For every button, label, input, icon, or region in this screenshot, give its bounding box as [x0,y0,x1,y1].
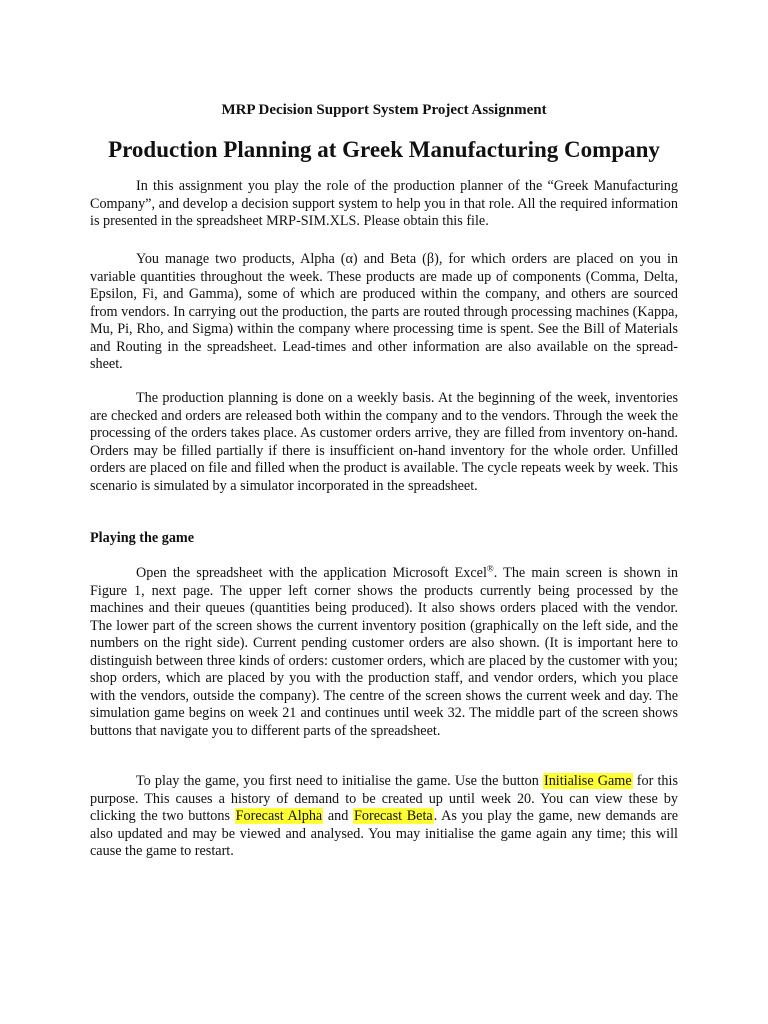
document-subtitle: MRP Decision Support System Project Assignment [221,102,547,118]
paragraph-play-part-d: . As you play the game, new demands are also updated and may be viewed and analysed. You may initialise the game again any time; this will cause the game to restart. [90,808,679,859]
paragraph-spreadsheet [90,565,678,740]
paragraph-play-part-c: and [323,808,353,824]
paragraph-intro: In this assignment you play the role of the production planner of the “Greek Manufacturing Company”, and develop a decision support system to help you in that role. All the required information is presented in the spreadsheet MRP-SIM.XLS. Please obtain this file. [90,178,678,229]
registered-mark: ® [486,563,494,574]
initialise-game-label: Initialise Game [543,773,632,789]
paragraph-spreadsheet-part-a: Open the spreadsheet with the application Microsoft Excel [136,565,487,581]
section-heading-playing: Playing the game [90,530,195,546]
paragraph-play-part-a: To play the game, you first need to initialise the game. Use the button [136,773,543,789]
forecast-alpha-label: Forecast Alpha [235,808,323,824]
paragraph-spreadsheet-part-b: . The main screen is shown in Figure 1, next page. The upper left corner shows the products currently being processed by the machines and their queues (quantities being produced). It also shows orders placed with the vendor. The lower part of the screen shows the current inventory position (graphically on the left side, and the numbers on the right side). Current pending customer orders are also shown. (It is important here to distinguish between three kinds of orders: customer orders, which are placed by the customer with you; shop orders, which are placed by you with the production staff, and vendor orders, which you place with the vendors, outside the company). The centre of the screen shows the current week and day. The simulation game begins on week 21 and continues until week 32. The middle part of the screen shows buttons that navigate you to different parts of the spreadsheet. [90,565,678,739]
paragraph-play [90,773,678,861]
paragraph-play-part-b: for this purpose. This causes a history of demand to be created up until week 20. You can view these by clicking the two buttons [90,773,678,824]
forecast-beta-label: Forecast Beta [354,808,433,824]
document-title: Production Planning at Greek Manufacturing Company [108,137,660,162]
paragraph-products: You manage two products, Alpha (α) and Beta (β), for which orders are placed on you in variable quantities throughout the week. These products are made up of components (Comma, Delta, Epsilon, Fi, and Gamma), some of which are produced within the company, and others are sourced from vendors. In carrying out the production, the parts are routed through processing machines (Kappa, Mu, Pi, Rho, and Sigma) within the company where processing time is spent. See the Bill of Materials and Routing in the spreadsheet. Lead-times and other information are also available on the spread-sheet. [90,251,678,372]
paragraph-planning: The production planning is done on a weekly basis. At the beginning of the week, inventories are checked and orders are released both within the company and to the vendors. Through the week the processing of the orders takes place. As customer orders arrive, they are filled from inventory on-hand. Orders may be filled partially if there is insufficient on-hand inventory for the whole order. Unfilled orders are placed on file and filled when the product is available. The cycle repeats week by week. This scenario is simulated by a simulator incorporated in the spreadsheet. [90,390,678,494]
